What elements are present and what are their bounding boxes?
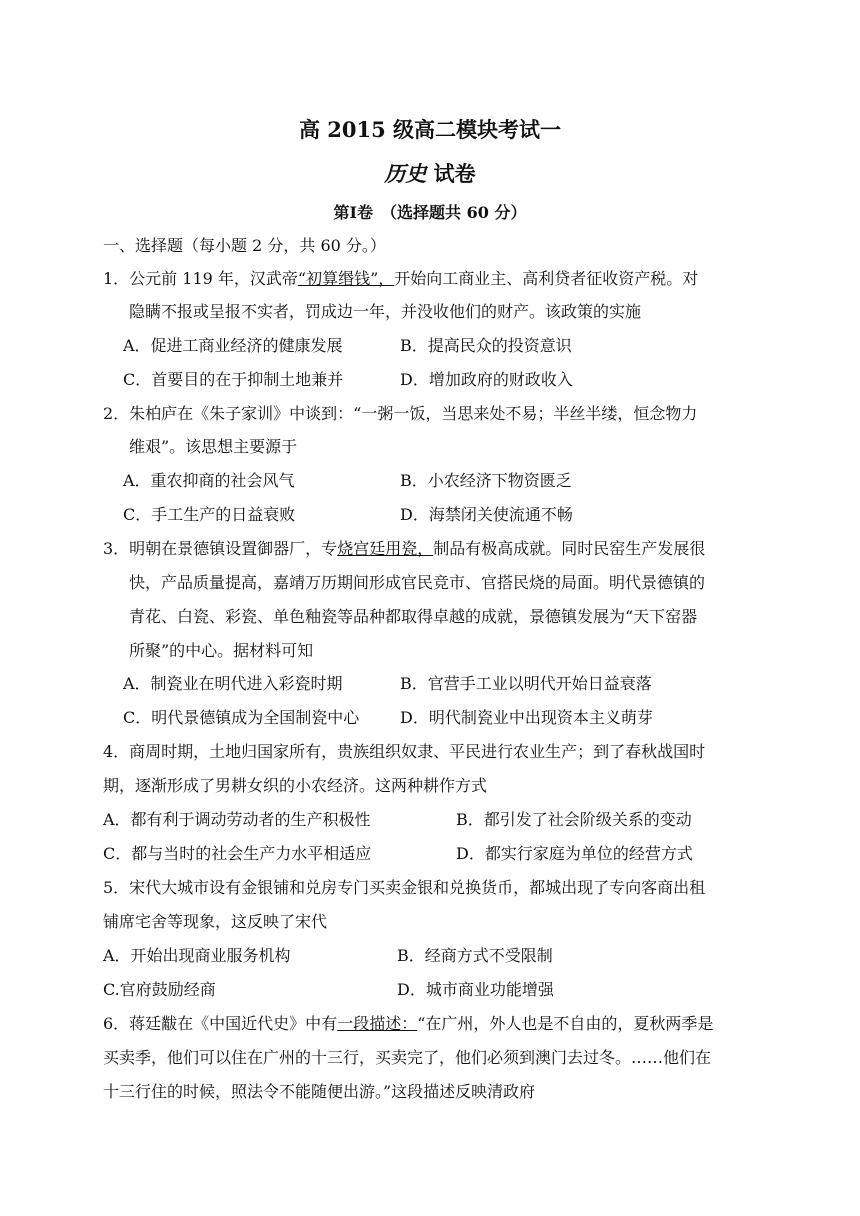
q4-stem-line1: 4．商周时期，土地归国家所有，贵族组织奴隶、平民进行农业生产；到了春秋战国时 [103, 742, 706, 761]
q3-option-b: B．官营手工业以明代开始日益衰落 [400, 674, 652, 693]
q4-option-b: B．都引发了社会阶级关系的变动 [456, 810, 692, 829]
q5-option-a: A．开始出现商业服务机构 [103, 946, 291, 965]
q6-stem-line3: 十三行住的时候，照法令不能随便出游。”这段描述反映清政府 [103, 1082, 536, 1101]
q5-stem-line2: 铺席宅舍等现象，这反映了宋代 [103, 912, 328, 931]
q1-underlined-term: “初算缗钱”， [297, 269, 395, 288]
q3-stem-part1: 3．明朝在景德镇设置御器厂，专 [103, 539, 338, 558]
q4-option-d: D．都实行家庭为单位的经营方式 [456, 844, 693, 863]
q6-stem-part2: “在广州，外人也是不自由的，夏秋两季是 [417, 1014, 714, 1033]
exam-subtitle [0, 158, 860, 188]
q1-option-c: C．首要目的在于抑制土地兼并 [123, 370, 344, 389]
instruction-text: 一、选择题（每小题 2 分，共 60 分。） [103, 236, 386, 255]
q5-stem-line1: 5．宋代大城市设有金银铺和兑房专门买卖金银和兑换货币，都城出现了专向客商出租 [103, 878, 706, 897]
q1-option-d: D．增加政府的财政收入 [400, 370, 573, 389]
q1-stem-line1 [103, 269, 698, 289]
q5-option-c: C.官府鼓励经商 [103, 980, 216, 999]
subject-name: 历史 [384, 161, 427, 186]
q2-option-c: C．手工生产的日益衰败 [123, 505, 296, 524]
q5-option-b: B．经商方式不受限制 [397, 946, 553, 965]
q6-stem-line1 [103, 1014, 713, 1034]
q1-stem-part2: 开始向工商业主、高利贷者征收资产税。对 [394, 269, 699, 288]
q3-stem-line3: 青花、白瓷、彩瓷、单色釉瓷等品种都取得卓越的成就，景德镇发展为“天下窑器 [129, 607, 698, 626]
q1-stem-part1: 1．公元前 119 年，汉武帝 [103, 269, 298, 288]
q3-option-d: D．明代制瓷业中出现资本主义萌芽 [400, 708, 653, 727]
q1-option-b: B．提高民众的投资意识 [400, 336, 572, 355]
q3-underlined-term: 烧宫廷用瓷， [337, 539, 434, 558]
q6-underlined-term: 一段描述： [337, 1014, 418, 1033]
q1-option-a: A．促进工商业经济的健康发展 [123, 336, 343, 355]
q6-stem-part1: 6．蒋廷黻在《中国近代史》中有 [103, 1014, 338, 1033]
q3-stem-line4: 所聚”的中心。据材料可知 [129, 641, 314, 660]
q2-option-d: D．海禁闭关使流通不畅 [400, 505, 573, 524]
q3-stem-part2: 制品有极高成就。同时民窑生产发展很 [433, 539, 706, 558]
q3-option-a: A．制瓷业在明代进入彩瓷时期 [123, 674, 343, 693]
q2-option-a: A．重农抑商的社会风气 [123, 471, 295, 490]
q3-option-c: C．明代景德镇成为全国制瓷中心 [123, 708, 360, 727]
q3-stem-line1 [103, 539, 705, 559]
q5-option-d: D．城市商业功能增强 [397, 980, 554, 999]
q1-stem-line2: 隐瞒不报或呈报不实者，罚成边一年，并没收他们的财产。该政策的实施 [129, 302, 642, 321]
q3-stem-line2: 快，产品质量提高，嘉靖万历期间形成官民竞市、官搭民烧的局面。明代景德镇的 [129, 573, 706, 592]
q2-stem-line2: 维艰”。该思想主要源于 [129, 437, 298, 456]
q4-option-a: A．都有利于调动劳动者的生产积极性 [103, 810, 371, 829]
subtitle-suffix: 试卷 [426, 161, 476, 186]
section-heading: 第Ⅰ卷 （选择题共 60 分） [333, 203, 527, 222]
q4-option-c: C．都与当时的社会生产力水平相适应 [103, 844, 372, 863]
q2-stem-line1: 2．朱柏庐在《朱子家训》中谈到：“一粥一饭，当思来处不易；半丝半缕，恒念物力 [103, 404, 698, 423]
exam-title: 高 2015 级高二模块考试一 [298, 117, 562, 142]
q6-stem-line2: 买卖季，他们可以住在广州的十三行，买卖完了，他们必须到澳门去过冬。……他们在 [103, 1048, 712, 1067]
q4-stem-line2: 期，逐渐形成了男耕女织的小农经济。这两种耕作方式 [103, 776, 488, 795]
q2-option-b: B．小农经济下物资匮乏 [400, 471, 572, 490]
